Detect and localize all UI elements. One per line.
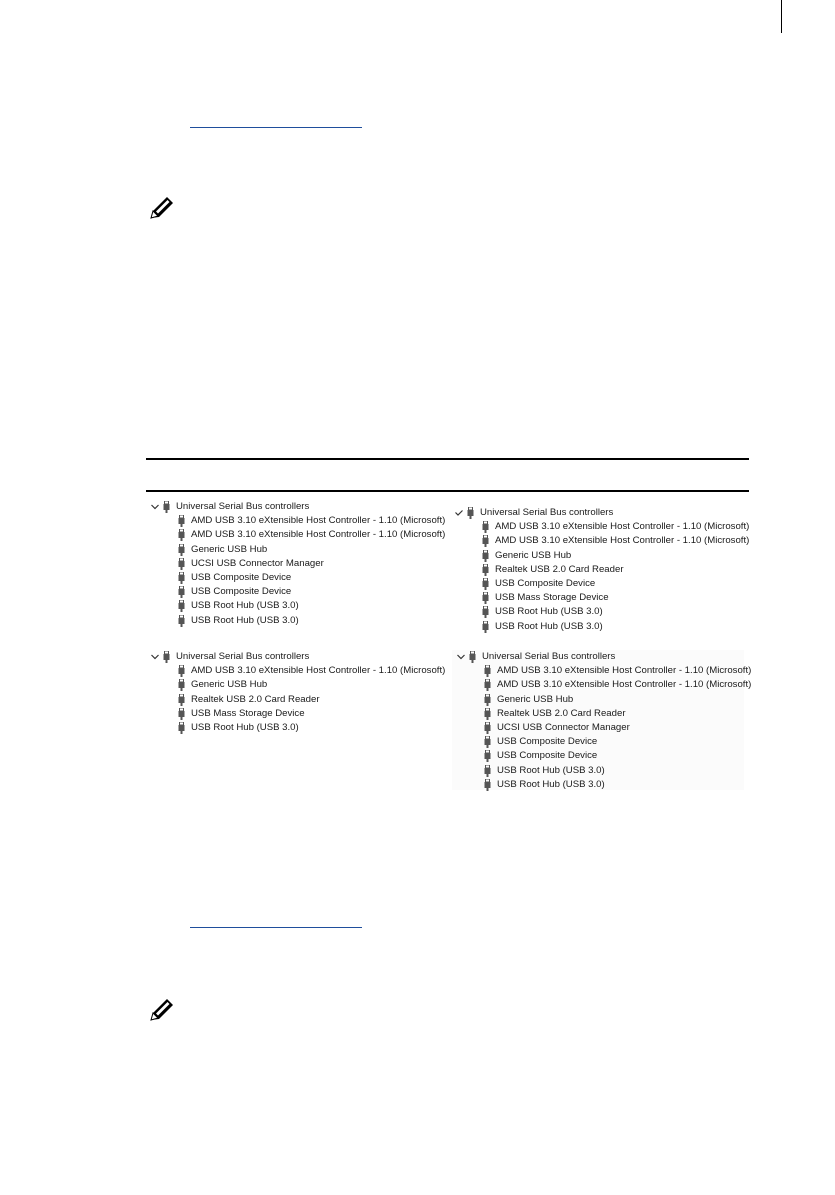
usb-device-icon [484, 722, 491, 734]
usb-device-icon [482, 521, 489, 533]
usb-device-icon [178, 515, 185, 527]
usb-device-icon [482, 592, 489, 604]
usb-device-icon [469, 651, 476, 663]
tree-item-label: AMD USB 3.10 eXtensible Host Controller - 1.10 (Microsoft) [495, 521, 750, 533]
chevron-check-icon[interactable] [454, 506, 464, 520]
tree-item-label: AMD USB 3.10 eXtensible Host Controller - 1.10 (Microsoft) [191, 665, 446, 677]
usb-device-icon [163, 651, 170, 663]
tree-item-label: USB Composite Device [191, 586, 292, 598]
chevron-down-icon[interactable] [150, 500, 160, 514]
usb-device-icon [484, 679, 491, 691]
tree-item-label: USB Composite Device [497, 736, 598, 748]
usb-device-icon [484, 736, 491, 748]
tree-item-label: Generic USB Hub [191, 679, 268, 691]
tree-item-label: USB Composite Device [495, 577, 596, 589]
tree-item-label: USB Root Hub (USB 3.0) [495, 606, 603, 618]
tree-item-label: USB Composite Device [191, 571, 292, 583]
tree-item-label: Generic USB Hub [495, 549, 572, 561]
tree-item-label: USB Mass Storage Device [495, 592, 609, 604]
usb-device-icon [178, 679, 185, 691]
usb-device-icon [163, 501, 170, 513]
tree-item-label: AMD USB 3.10 eXtensible Host Controller - 1.10 (Microsoft) [191, 529, 446, 541]
usb-device-icon [482, 621, 489, 633]
usb-device-icon [178, 708, 185, 720]
usb-device-icon [178, 722, 185, 734]
usb-device-icon [484, 750, 491, 762]
tree-item-label: UCSI USB Connector Manager [497, 721, 630, 733]
usb-device-icon [178, 529, 185, 541]
tree-item-label: USB Root Hub (USB 3.0) [191, 600, 299, 612]
tree-item-label: USB Root Hub (USB 3.0) [497, 764, 605, 776]
page-edge-marker [781, 0, 782, 33]
hyperlink-underline-bottom[interactable] [190, 927, 362, 928]
usb-device-icon [178, 665, 185, 677]
usb-device-icon [178, 572, 185, 584]
tree-root-label: Universal Serial Bus controllers [480, 507, 614, 518]
usb-device-icon [482, 564, 489, 576]
usb-device-icon [178, 586, 185, 598]
tree-root-label: Universal Serial Bus controllers [176, 501, 310, 512]
tree-item-label: USB Root Hub (USB 3.0) [191, 721, 299, 733]
tree-item-label: Generic USB Hub [191, 543, 268, 555]
tree-item-label: Realtek USB 2.0 Card Reader [497, 707, 626, 719]
usb-device-icon [484, 765, 491, 777]
usb-device-icon [482, 606, 489, 618]
tree-item-label: USB Mass Storage Device [191, 707, 305, 719]
usb-device-icon [178, 544, 185, 556]
usb-device-icon [467, 507, 474, 519]
note-pencil-icon [148, 195, 176, 221]
tree-item-label: USB Root Hub (USB 3.0) [495, 620, 603, 632]
tree-item-label: Realtek USB 2.0 Card Reader [191, 693, 320, 705]
hyperlink-underline-top[interactable] [190, 127, 362, 128]
chevron-down-icon[interactable] [456, 650, 466, 664]
tree-item-label: Realtek USB 2.0 Card Reader [495, 563, 624, 575]
tree-item-label: AMD USB 3.10 eXtensible Host Controller - 1.10 (Microsoft) [191, 515, 446, 527]
tree-item-label: AMD USB 3.10 eXtensible Host Controller - 1.10 (Microsoft) [495, 535, 750, 547]
table-top-rule [146, 458, 749, 460]
usb-device-icon [482, 550, 489, 562]
tree-item-label: USB Root Hub (USB 3.0) [191, 614, 299, 626]
tree-root-label: Universal Serial Bus controllers [176, 651, 310, 662]
usb-device-icon [178, 615, 185, 627]
tree-item-label: USB Composite Device [497, 750, 598, 762]
usb-device-icon [484, 694, 491, 706]
usb-device-icon [178, 558, 185, 570]
note-pencil-icon [148, 997, 176, 1023]
tree-item-label: UCSI USB Connector Manager [191, 557, 324, 569]
usb-device-icon [484, 779, 491, 791]
tree-item-label: AMD USB 3.10 eXtensible Host Controller - 1.10 (Microsoft) [497, 679, 752, 691]
usb-device-icon [178, 694, 185, 706]
chevron-down-icon[interactable] [150, 650, 160, 664]
usb-device-icon [484, 708, 491, 720]
usb-device-icon [482, 535, 489, 547]
usb-device-icon [178, 600, 185, 612]
tree-root-label: Universal Serial Bus controllers [482, 651, 616, 662]
usb-device-icon [484, 665, 491, 677]
tree-item-label: AMD USB 3.10 eXtensible Host Controller - 1.10 (Microsoft) [497, 665, 752, 677]
tree-item-label: USB Root Hub (USB 3.0) [497, 778, 605, 790]
tree-item-label: Generic USB Hub [497, 693, 574, 705]
table-header-rule [146, 490, 749, 492]
usb-device-icon [482, 578, 489, 590]
